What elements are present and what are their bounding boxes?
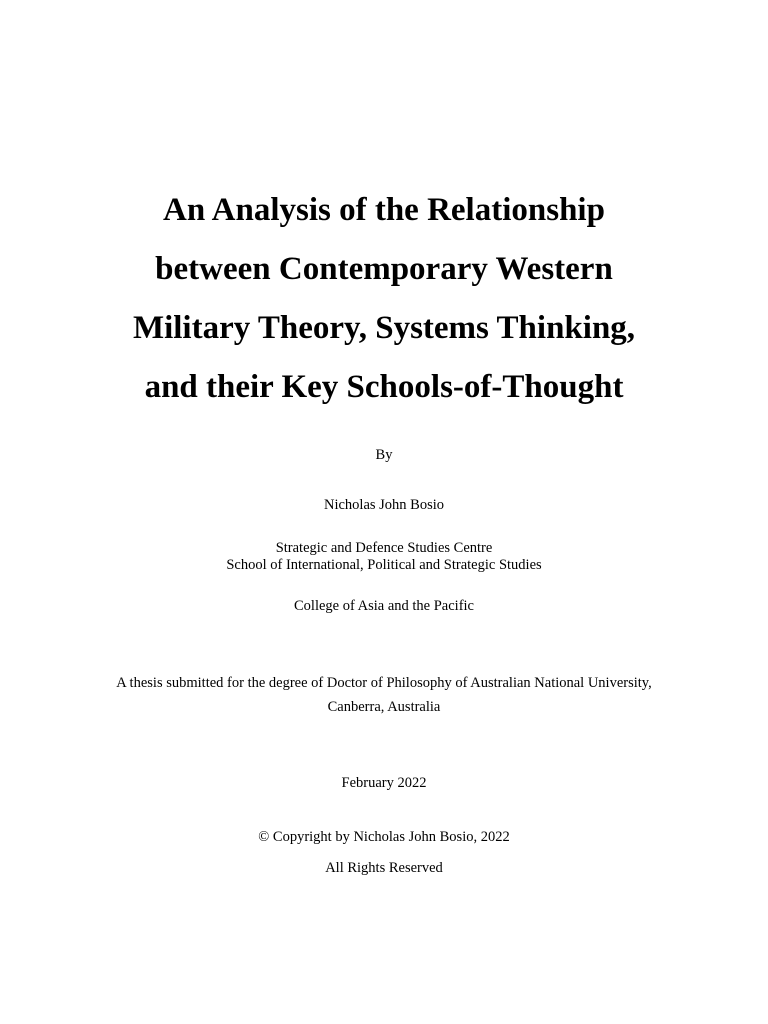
thesis-statement-line-1: A thesis submitted for the degree of Doctor of Philosophy of Australian National University, (116, 675, 652, 691)
college-name: College of Asia and the Pacific (294, 598, 474, 614)
thesis-statement-line-2: Canberra, Australia (327, 699, 441, 715)
author-name: Nicholas John Bosio (323, 497, 445, 513)
title-line-4: and their Key Schools-of-Thought (144, 369, 624, 405)
thesis-title (0, 181, 768, 417)
centre-name: Strategic and Defence Studies Centre (275, 540, 493, 556)
title-line-2: between Contemporary Western (155, 251, 613, 287)
title-line-3: Military Theory, Systems Thinking, (132, 310, 636, 346)
school-name: School of International, Political and Strategic Studies (226, 557, 542, 573)
copyright-notice: © Copyright by Nicholas John Bosio, 2022 (258, 829, 510, 845)
by-label: By (375, 447, 393, 463)
title-line-1: An Analysis of the Relationship (163, 192, 605, 228)
submission-date: February 2022 (341, 775, 427, 791)
rights-notice: All Rights Reserved (325, 860, 443, 876)
